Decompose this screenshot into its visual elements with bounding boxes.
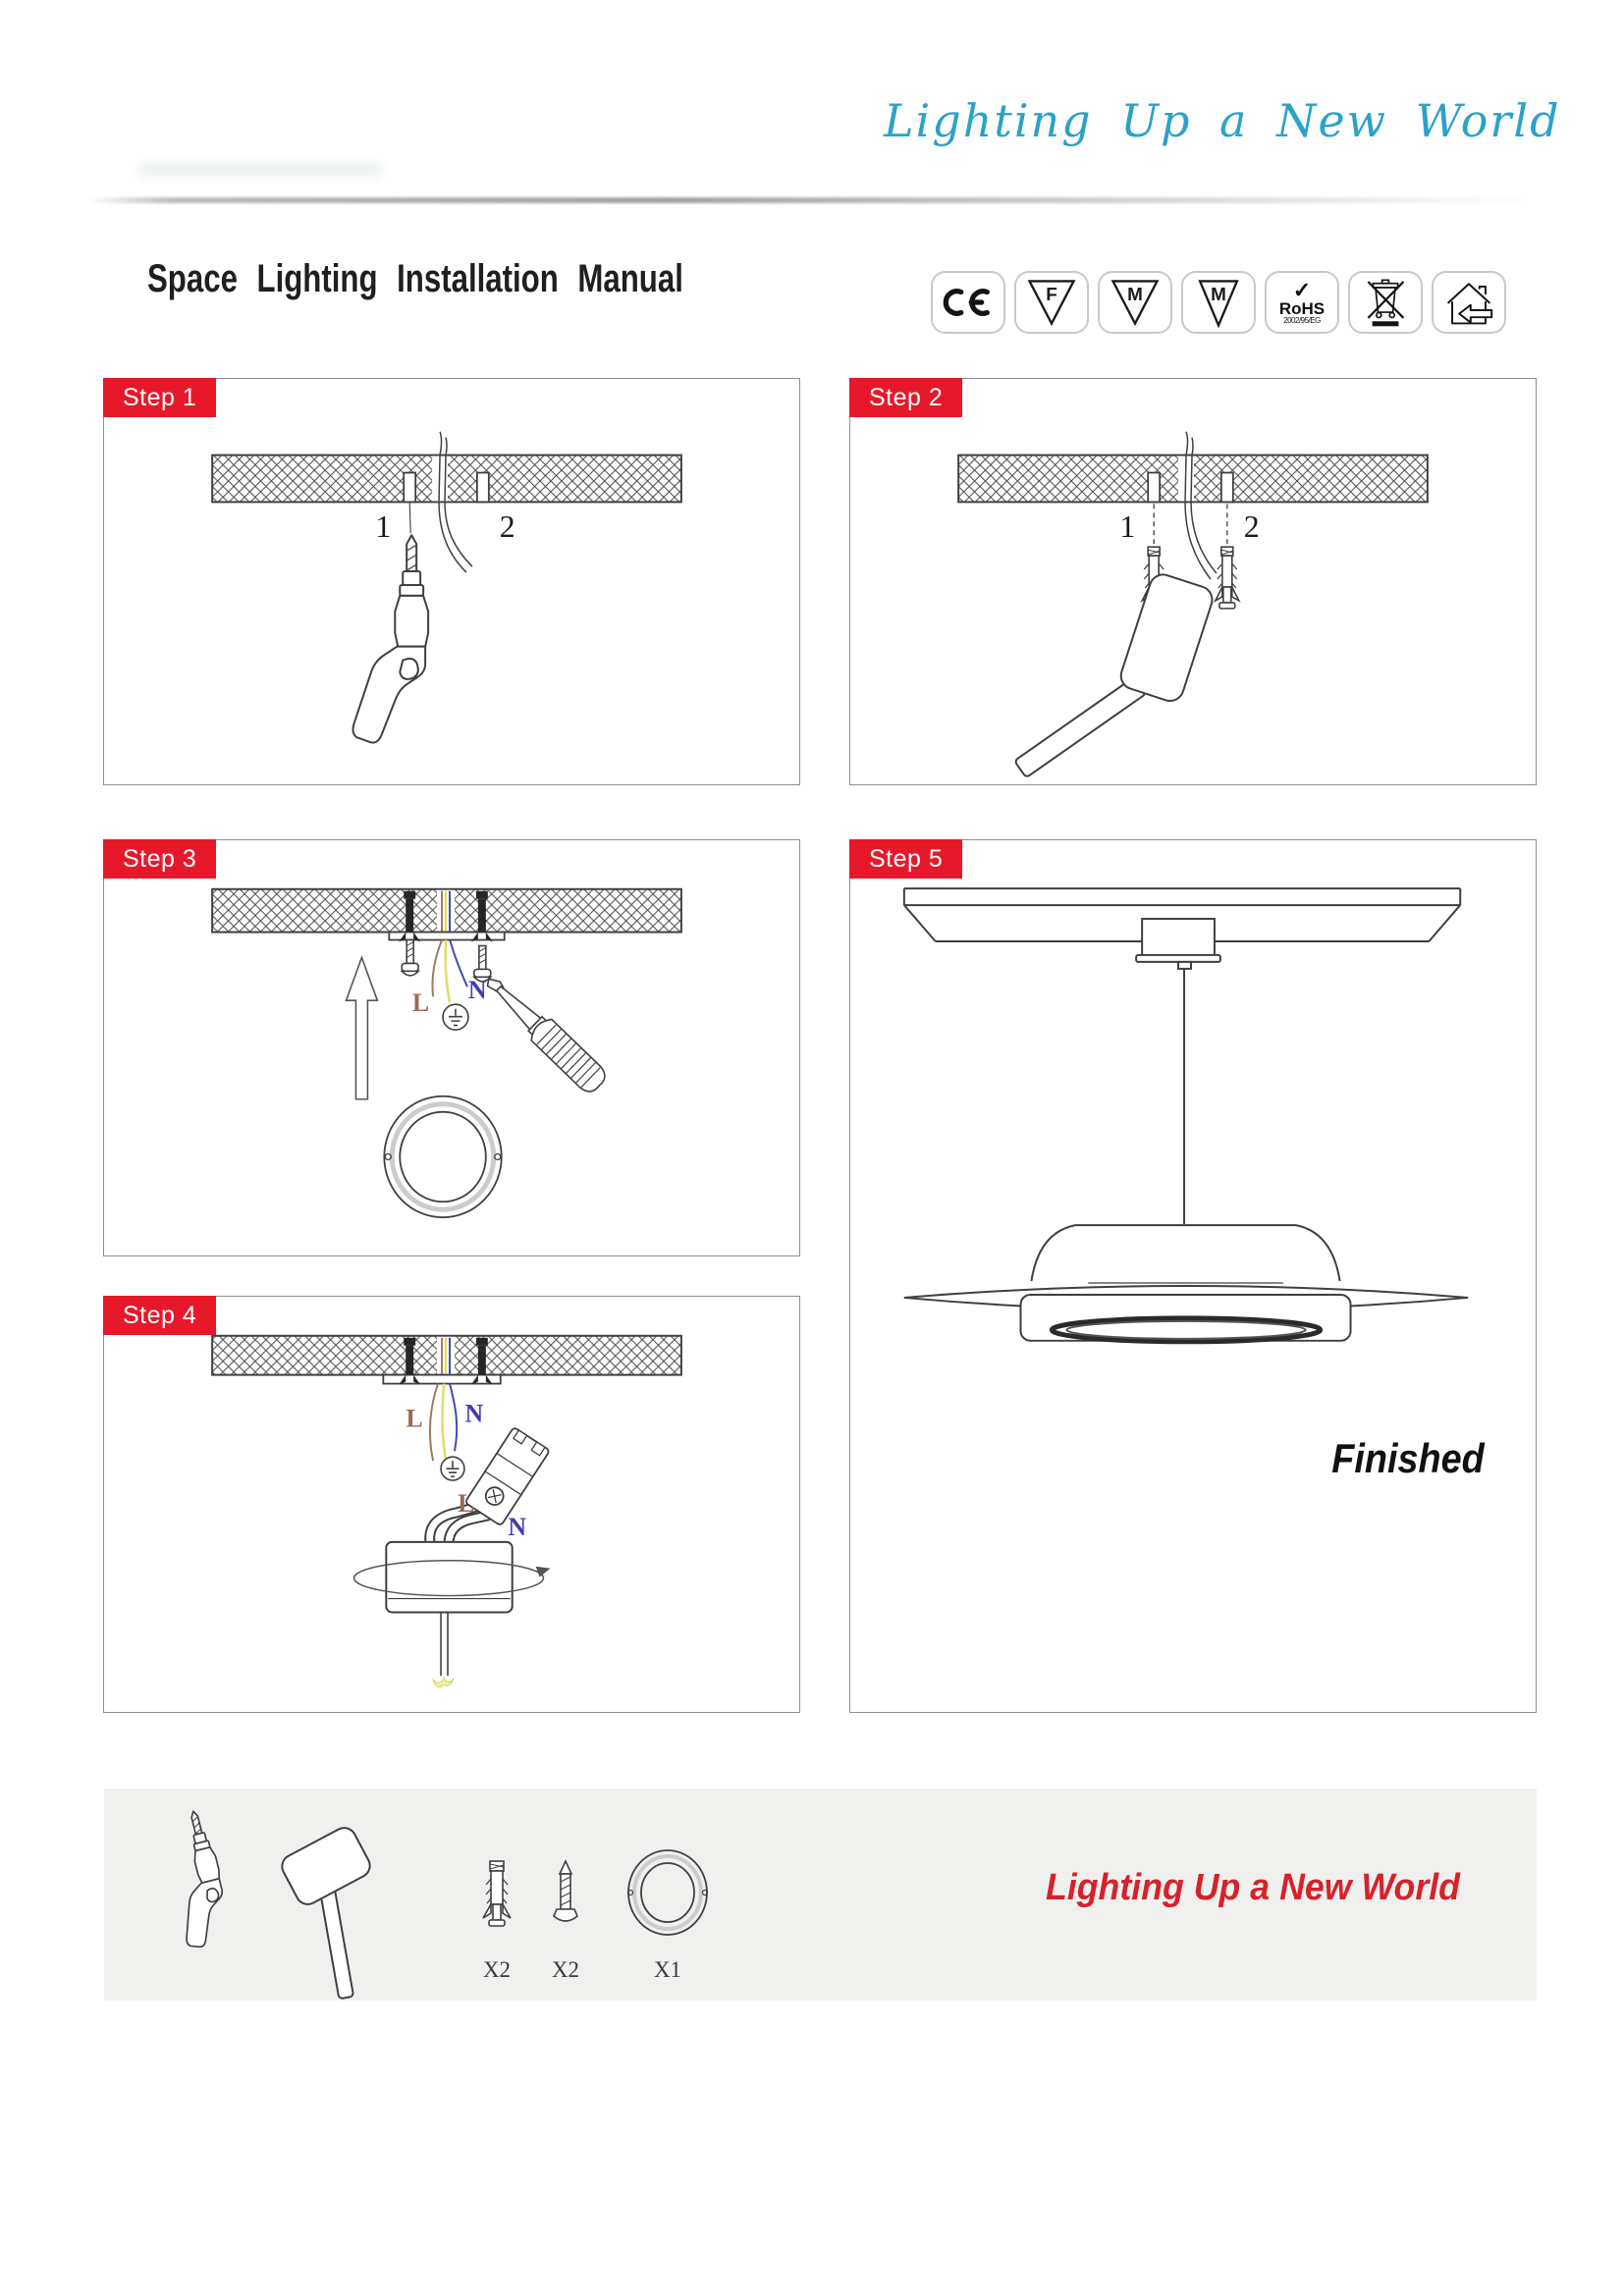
m-triangle-icon xyxy=(1192,277,1245,328)
step-3-label: Step 3 xyxy=(103,839,216,879)
canopy xyxy=(386,1542,512,1613)
m-triangle-badge xyxy=(1098,271,1172,334)
neutral-wire xyxy=(450,1384,457,1452)
step-1-label: Step 1 xyxy=(103,378,216,417)
drill-icon xyxy=(352,535,428,742)
check-icon: ✓ xyxy=(1292,278,1312,302)
line-label: L xyxy=(406,1404,423,1433)
parts-footer xyxy=(104,1789,1537,2001)
drill-hole-2 xyxy=(1221,473,1233,503)
rohs-badge xyxy=(1265,271,1339,334)
terminal-connector xyxy=(464,1427,550,1526)
indoor-use-badge xyxy=(1432,271,1506,334)
step-2-panel xyxy=(849,378,1537,785)
drill-guide-line xyxy=(409,502,410,533)
neutral-label: N xyxy=(467,976,487,1005)
step-4-panel xyxy=(103,1296,800,1713)
step-3-panel xyxy=(103,839,800,1256)
rohs-name: RoHS xyxy=(1278,299,1326,318)
step-4-diagram xyxy=(104,1297,799,1712)
screw-icon xyxy=(554,1861,577,1921)
lamp-dome xyxy=(1031,1225,1339,1281)
neutral-label: N xyxy=(464,1399,484,1428)
rohs-mark xyxy=(1279,280,1325,325)
certification-badges xyxy=(931,271,1506,334)
step-5-label: Step 5 xyxy=(849,839,962,879)
ce-badge xyxy=(931,271,1005,334)
neutral-label-2: N xyxy=(508,1512,527,1541)
push-up-arrow xyxy=(347,957,378,1098)
mallet-icon xyxy=(278,1824,374,1999)
page-title: Space Lighting Installation Manual xyxy=(147,257,683,300)
watermark-ghost xyxy=(137,163,383,177)
brand-tagline: Lighting Up a New World xyxy=(884,94,1561,147)
m-triangle-icon xyxy=(1109,277,1162,328)
step-2-diagram xyxy=(850,379,1536,784)
screw-qty: X2 xyxy=(551,1957,580,1982)
weee-crossed-bin-icon xyxy=(1360,277,1411,328)
ceiling-crosshatch xyxy=(958,432,1428,579)
mallet-icon xyxy=(1014,571,1216,777)
wall-anchor-2 xyxy=(1216,547,1239,609)
hole-marker-1: 1 xyxy=(375,509,392,545)
house-arrow-icon xyxy=(1442,278,1495,327)
f-triangle-icon xyxy=(1025,277,1078,328)
pendant-cord xyxy=(441,1612,448,1676)
earth-wire xyxy=(442,1384,447,1466)
mounting-ring xyxy=(384,1096,501,1217)
m-triangle-badge-2 xyxy=(1181,271,1256,334)
brand-slogan: Lighting Up a New World xyxy=(1045,1867,1461,1908)
rohs-directive: 2002/95/EG xyxy=(1283,316,1321,325)
ce-mark-icon xyxy=(940,285,997,320)
f-triangle-badge xyxy=(1014,271,1089,334)
drill-hole-2 xyxy=(477,473,489,503)
line-label: L xyxy=(411,988,430,1018)
hole-marker-2: 2 xyxy=(1243,509,1260,545)
step-1-diagram xyxy=(104,379,799,784)
finished-caption: Finished xyxy=(1331,1435,1485,1481)
cord-end-highlight xyxy=(433,1678,454,1687)
step-5-panel xyxy=(849,839,1537,1713)
header-divider xyxy=(86,197,1538,203)
step-5-diagram xyxy=(850,840,1536,1712)
drill-hole-1 xyxy=(404,473,415,503)
ring-qty: X1 xyxy=(653,1957,682,1982)
ring-icon xyxy=(628,1850,708,1935)
mounting-screw-1 xyxy=(402,940,418,976)
drill-icon xyxy=(157,1809,237,1950)
screwdriver-icon xyxy=(478,969,609,1096)
step-4-label: Step 4 xyxy=(103,1296,216,1335)
step-3-diagram xyxy=(104,840,799,1255)
svg-text:M: M xyxy=(1127,285,1143,306)
drill-hole-1 xyxy=(1148,473,1160,503)
step-2-label: Step 2 xyxy=(849,378,962,417)
line-wire xyxy=(430,1384,438,1462)
earth-symbol xyxy=(441,1457,464,1480)
step-1-panel xyxy=(103,378,800,785)
weee-badge xyxy=(1348,271,1423,334)
line-label-2: L xyxy=(458,1488,475,1518)
anchor-qty: X2 xyxy=(482,1957,512,1982)
ceiling-crosshatch xyxy=(212,432,681,572)
ceiling-canopy xyxy=(1136,919,1220,969)
svg-text:M: M xyxy=(1211,285,1226,306)
earth-symbol xyxy=(443,1004,468,1030)
svg-text:F: F xyxy=(1046,285,1057,306)
anchor-icon xyxy=(483,1861,511,1926)
hole-marker-1: 1 xyxy=(1119,509,1136,545)
hole-marker-2: 2 xyxy=(499,509,515,545)
